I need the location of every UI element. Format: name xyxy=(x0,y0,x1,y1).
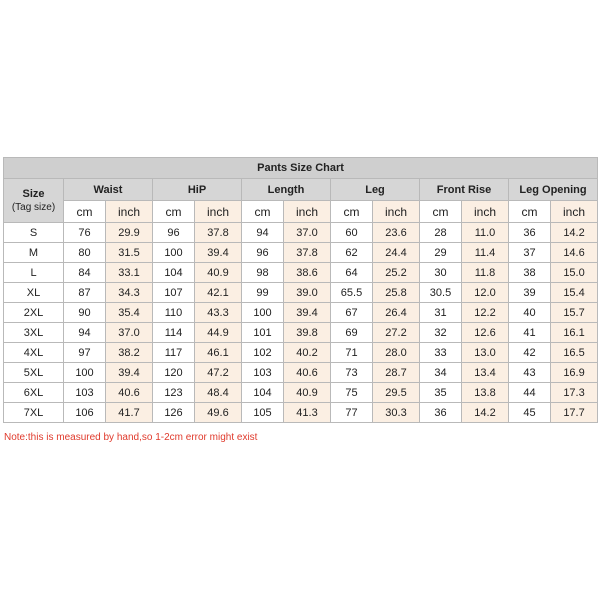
inch-value-cell: 12.0 xyxy=(462,283,509,303)
inch-value-cell: 48.4 xyxy=(195,383,242,403)
inch-value-cell: 11.0 xyxy=(462,223,509,243)
cm-value-cell: 110 xyxy=(153,303,195,323)
cm-value-cell: 98 xyxy=(242,263,284,283)
cm-value-cell: 103 xyxy=(64,383,106,403)
inch-value-cell: 41.3 xyxy=(284,403,331,423)
table-row xyxy=(4,243,598,263)
inch-value-cell: 37.8 xyxy=(195,223,242,243)
group-header-hip: HiP xyxy=(153,179,242,201)
inch-value-cell: 40.9 xyxy=(284,383,331,403)
inch-value-cell: 28.0 xyxy=(373,343,420,363)
table-row xyxy=(4,363,598,383)
inch-value-cell: 31.5 xyxy=(106,243,153,263)
cm-value-cell: 45 xyxy=(509,403,551,423)
cm-value-cell: 29 xyxy=(420,243,462,263)
size-column-header xyxy=(4,179,64,223)
cm-value-cell: 106 xyxy=(64,403,106,423)
inch-value-cell: 29.5 xyxy=(373,383,420,403)
cm-value-cell: 126 xyxy=(153,403,195,423)
cm-value-cell: 73 xyxy=(331,363,373,383)
cm-value-cell: 120 xyxy=(153,363,195,383)
cm-value-cell: 41 xyxy=(509,323,551,343)
cm-value-cell: 103 xyxy=(242,363,284,383)
cm-value-cell: 36 xyxy=(509,223,551,243)
inch-value-cell: 17.7 xyxy=(551,403,598,423)
inch-value-cell: 34.3 xyxy=(106,283,153,303)
unit-header-row xyxy=(4,201,598,223)
inch-value-cell: 39.8 xyxy=(284,323,331,343)
cm-value-cell: 43 xyxy=(509,363,551,383)
table-row xyxy=(4,263,598,283)
inch-value-cell: 13.0 xyxy=(462,343,509,363)
title-row xyxy=(4,158,598,179)
unit-header-cm: cm xyxy=(420,201,462,223)
cm-value-cell: 96 xyxy=(153,223,195,243)
cm-value-cell: 123 xyxy=(153,383,195,403)
size-cell: 2XL xyxy=(4,303,64,323)
cm-value-cell: 96 xyxy=(242,243,284,263)
table-row xyxy=(4,343,598,363)
group-header-leg: Leg xyxy=(331,179,420,201)
inch-value-cell: 24.4 xyxy=(373,243,420,263)
size-cell: 4XL xyxy=(4,343,64,363)
inch-value-cell: 12.2 xyxy=(462,303,509,323)
inch-value-cell: 27.2 xyxy=(373,323,420,343)
cm-value-cell: 65.5 xyxy=(331,283,373,303)
cm-value-cell: 35 xyxy=(420,383,462,403)
table-row xyxy=(4,283,598,303)
unit-header-cm: cm xyxy=(153,201,195,223)
size-header-label: Size xyxy=(22,187,45,200)
inch-value-cell: 15.7 xyxy=(551,303,598,323)
inch-value-cell: 37.8 xyxy=(284,243,331,263)
cm-value-cell: 80 xyxy=(64,243,106,263)
cm-value-cell: 87 xyxy=(64,283,106,303)
cm-value-cell: 100 xyxy=(242,303,284,323)
inch-value-cell: 47.2 xyxy=(195,363,242,383)
cm-value-cell: 94 xyxy=(64,323,106,343)
inch-value-cell: 12.6 xyxy=(462,323,509,343)
cm-value-cell: 114 xyxy=(153,323,195,343)
inch-value-cell: 14.6 xyxy=(551,243,598,263)
unit-header-inch: inch xyxy=(551,201,598,223)
inch-value-cell: 37.0 xyxy=(106,323,153,343)
cm-value-cell: 60 xyxy=(331,223,373,243)
measurement-note: Note:this is measured by hand,so 1-2cm error might exist xyxy=(4,432,258,443)
table-row xyxy=(4,323,598,343)
inch-value-cell: 35.4 xyxy=(106,303,153,323)
group-header-length: Length xyxy=(242,179,331,201)
table-row xyxy=(4,403,598,423)
size-cell: M xyxy=(4,243,64,263)
cm-value-cell: 97 xyxy=(64,343,106,363)
size-header-sublabel: (Tag size) xyxy=(11,201,56,213)
size-cell: L xyxy=(4,263,64,283)
cm-value-cell: 104 xyxy=(153,263,195,283)
inch-value-cell: 40.2 xyxy=(284,343,331,363)
cm-value-cell: 107 xyxy=(153,283,195,303)
cm-value-cell: 64 xyxy=(331,263,373,283)
inch-value-cell: 49.6 xyxy=(195,403,242,423)
inch-value-cell: 42.1 xyxy=(195,283,242,303)
cm-value-cell: 33 xyxy=(420,343,462,363)
cm-value-cell: 100 xyxy=(153,243,195,263)
inch-value-cell: 13.4 xyxy=(462,363,509,383)
unit-header-inch: inch xyxy=(106,201,153,223)
table-row xyxy=(4,303,598,323)
inch-value-cell: 16.1 xyxy=(551,323,598,343)
group-header-waist: Waist xyxy=(64,179,153,201)
inch-value-cell: 38.6 xyxy=(284,263,331,283)
inch-value-cell: 40.6 xyxy=(106,383,153,403)
cm-value-cell: 37 xyxy=(509,243,551,263)
inch-value-cell: 38.2 xyxy=(106,343,153,363)
inch-value-cell: 26.4 xyxy=(373,303,420,323)
cm-value-cell: 42 xyxy=(509,343,551,363)
cm-value-cell: 31 xyxy=(420,303,462,323)
inch-value-cell: 14.2 xyxy=(551,223,598,243)
inch-value-cell: 41.7 xyxy=(106,403,153,423)
inch-value-cell: 13.8 xyxy=(462,383,509,403)
inch-value-cell: 39.0 xyxy=(284,283,331,303)
cm-value-cell: 34 xyxy=(420,363,462,383)
unit-header-cm: cm xyxy=(509,201,551,223)
inch-value-cell: 46.1 xyxy=(195,343,242,363)
cm-value-cell: 36 xyxy=(420,403,462,423)
cm-value-cell: 94 xyxy=(242,223,284,243)
inch-value-cell: 14.2 xyxy=(462,403,509,423)
inch-value-cell: 30.3 xyxy=(373,403,420,423)
unit-header-cm: cm xyxy=(64,201,106,223)
size-cell: 5XL xyxy=(4,363,64,383)
cm-value-cell: 102 xyxy=(242,343,284,363)
cm-value-cell: 44 xyxy=(509,383,551,403)
unit-header-inch: inch xyxy=(195,201,242,223)
cm-value-cell: 30.5 xyxy=(420,283,462,303)
inch-value-cell: 28.7 xyxy=(373,363,420,383)
inch-value-cell: 29.9 xyxy=(106,223,153,243)
inch-value-cell: 16.9 xyxy=(551,363,598,383)
inch-value-cell: 33.1 xyxy=(106,263,153,283)
size-cell: 3XL xyxy=(4,323,64,343)
cm-value-cell: 30 xyxy=(420,263,462,283)
size-cell: XL xyxy=(4,283,64,303)
group-header-row xyxy=(4,179,598,201)
inch-value-cell: 11.8 xyxy=(462,263,509,283)
inch-value-cell: 23.6 xyxy=(373,223,420,243)
cm-value-cell: 105 xyxy=(242,403,284,423)
cm-value-cell: 32 xyxy=(420,323,462,343)
cm-value-cell: 40 xyxy=(509,303,551,323)
inch-value-cell: 40.9 xyxy=(195,263,242,283)
inch-value-cell: 37.0 xyxy=(284,223,331,243)
inch-value-cell: 11.4 xyxy=(462,243,509,263)
cm-value-cell: 39 xyxy=(509,283,551,303)
size-cell: 7XL xyxy=(4,403,64,423)
inch-value-cell: 44.9 xyxy=(195,323,242,343)
cm-value-cell: 84 xyxy=(64,263,106,283)
cm-value-cell: 69 xyxy=(331,323,373,343)
cm-value-cell: 101 xyxy=(242,323,284,343)
table-row xyxy=(4,223,598,243)
inch-value-cell: 43.3 xyxy=(195,303,242,323)
cm-value-cell: 100 xyxy=(64,363,106,383)
unit-header-cm: cm xyxy=(331,201,373,223)
inch-value-cell: 25.2 xyxy=(373,263,420,283)
group-header-front-rise: Front Rise xyxy=(420,179,509,201)
chart-title: Pants Size Chart xyxy=(4,158,598,179)
cm-value-cell: 62 xyxy=(331,243,373,263)
cm-value-cell: 67 xyxy=(331,303,373,323)
inch-value-cell: 39.4 xyxy=(284,303,331,323)
inch-value-cell: 16.5 xyxy=(551,343,598,363)
cm-value-cell: 77 xyxy=(331,403,373,423)
table-row xyxy=(4,383,598,403)
cm-value-cell: 38 xyxy=(509,263,551,283)
cm-value-cell: 117 xyxy=(153,343,195,363)
unit-header-inch: inch xyxy=(373,201,420,223)
cm-value-cell: 104 xyxy=(242,383,284,403)
cm-value-cell: 76 xyxy=(64,223,106,243)
cm-value-cell: 71 xyxy=(331,343,373,363)
inch-value-cell: 39.4 xyxy=(106,363,153,383)
cm-value-cell: 75 xyxy=(331,383,373,403)
size-data-body xyxy=(4,223,598,423)
size-cell: 6XL xyxy=(4,383,64,403)
group-header-leg-opening: Leg Opening xyxy=(509,179,598,201)
inch-value-cell: 15.0 xyxy=(551,263,598,283)
inch-value-cell: 25.8 xyxy=(373,283,420,303)
inch-value-cell: 17.3 xyxy=(551,383,598,403)
inch-value-cell: 39.4 xyxy=(195,243,242,263)
unit-header-inch: inch xyxy=(462,201,509,223)
cm-value-cell: 90 xyxy=(64,303,106,323)
size-chart-table xyxy=(3,157,598,423)
unit-header-cm: cm xyxy=(242,201,284,223)
cm-value-cell: 99 xyxy=(242,283,284,303)
cm-value-cell: 28 xyxy=(420,223,462,243)
unit-header-inch: inch xyxy=(284,201,331,223)
size-cell: S xyxy=(4,223,64,243)
inch-value-cell: 15.4 xyxy=(551,283,598,303)
inch-value-cell: 40.6 xyxy=(284,363,331,383)
